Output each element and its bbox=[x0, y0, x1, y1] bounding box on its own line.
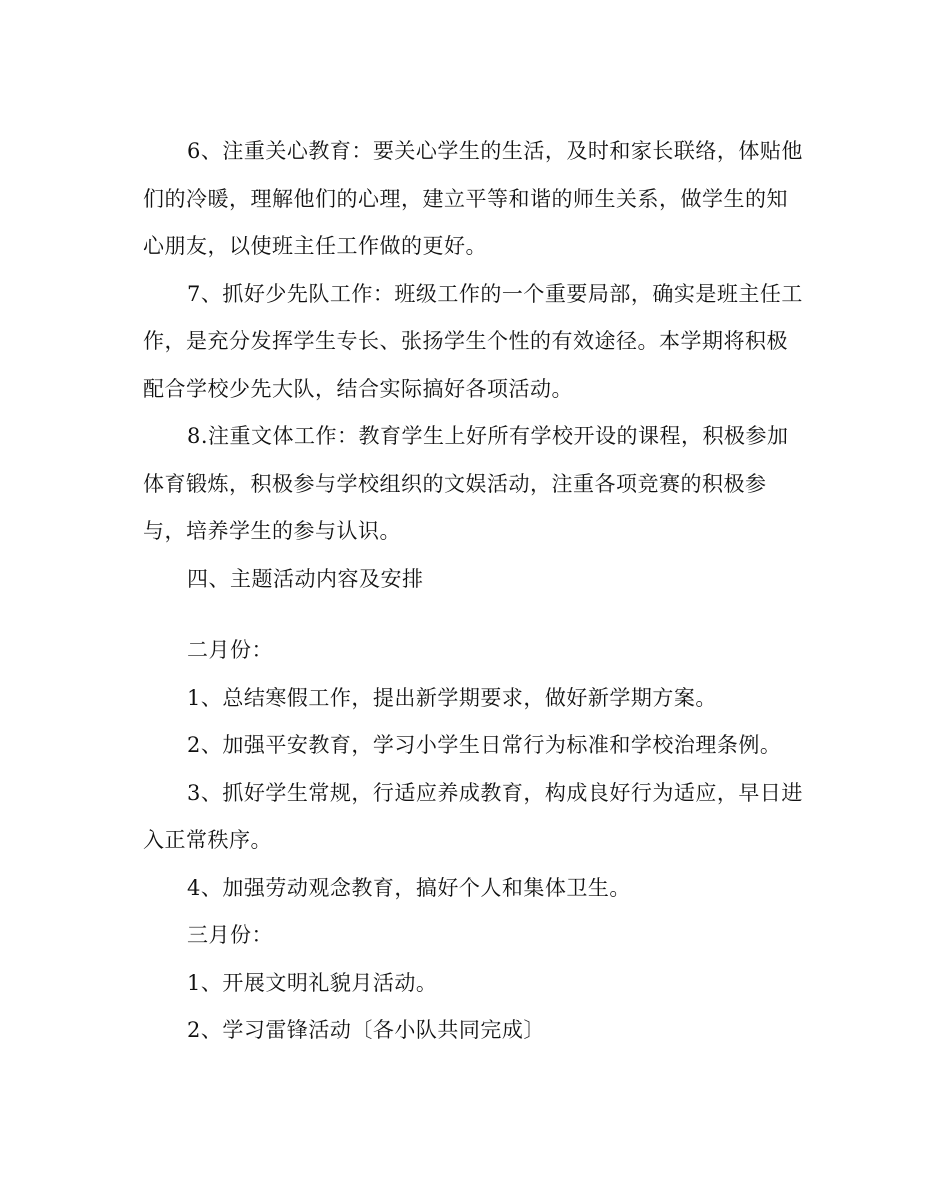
march-item-2: 2、学习雷锋活动〔各小队共同完成〕 bbox=[187, 1018, 545, 1042]
section-heading-themed-activities: 四、主题活动内容及安排 bbox=[187, 566, 424, 591]
march-item-1: 1、开展文明礼貌月活动。 bbox=[187, 970, 438, 995]
paragraph-item-6-care-education: 6、注重关心教育：要关心学生的生活，及时和家长联络，体贴他们的冷暖，理解他们的心理，建立平等和谐的师生关系，做学生的知心朋友，以使班主任工作做的更好。 bbox=[143, 139, 803, 258]
february-item-1: 1、总结寒假工作，提出新学期要求，做好新学期方案。 bbox=[187, 685, 717, 710]
february-item-4: 4、加强劳动观念教育，搞好个人和集体卫生。 bbox=[187, 875, 631, 900]
month-heading-march: 三月份： bbox=[187, 923, 273, 947]
february-item-2: 2、加强平安教育，学习小学生日常行为标准和学校治理条例。 bbox=[187, 733, 782, 757]
february-item-3: 3、抓好学生常规，行适应养成教育，构成良好行为适应，早日进入正常秩序。 bbox=[143, 780, 803, 852]
paragraph-item-7-young-pioneers: 7、抓好少先队工作：班级工作的一个重要局部，确实是班主任工作，是充分发挥学生专长、张扬学生个性的有效途径。本学期将积极配合学校少先大队，结合实际搞好各项活动。 bbox=[143, 281, 803, 401]
section-spacer bbox=[143, 603, 809, 627]
paragraph-item-8-sports-culture: 8.注重文体工作：教育学生上好所有学校开设的课程，积极参加体育锻炼，积极参与学校组织的文娱活动，注重各项竞赛的积极参与，培养学生的参与认识。 bbox=[143, 424, 789, 543]
document-body bbox=[143, 128, 809, 1055]
month-heading-february: 二月份： bbox=[187, 638, 273, 662]
